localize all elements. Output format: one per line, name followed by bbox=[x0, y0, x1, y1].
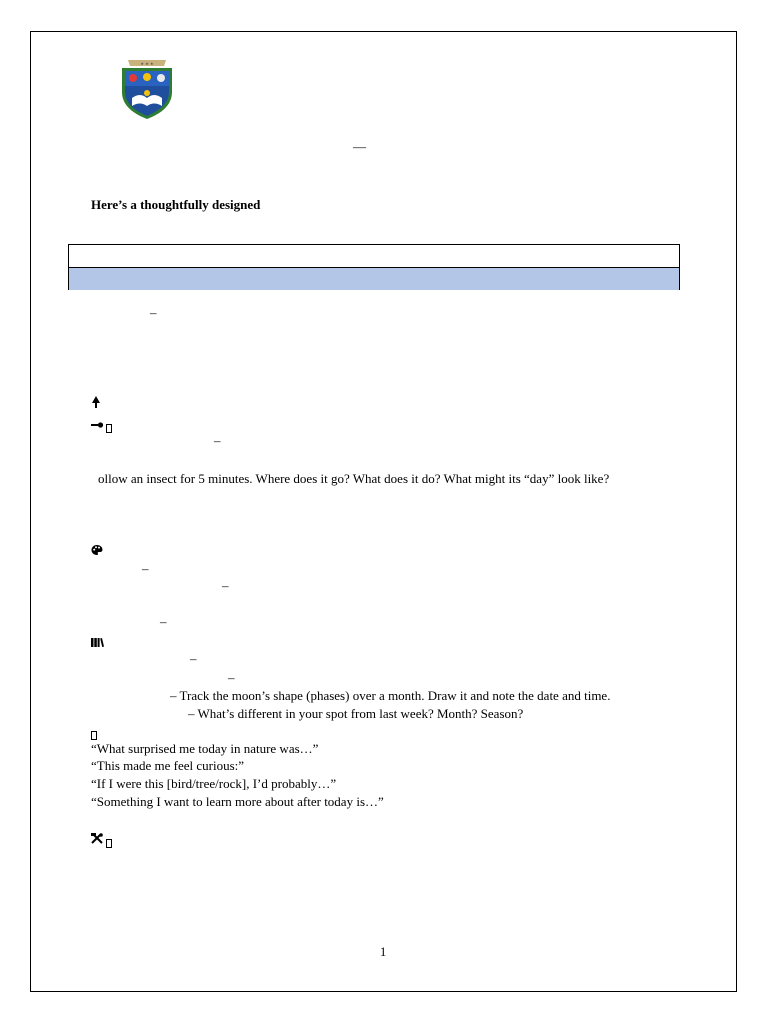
missing-glyph-icon bbox=[106, 834, 112, 852]
title-table bbox=[68, 244, 680, 290]
dash-mark: – bbox=[190, 651, 197, 666]
table-row-shaded bbox=[69, 268, 679, 290]
dash-mark: – bbox=[150, 305, 157, 320]
dash-mark: – bbox=[214, 433, 221, 448]
dash-mark: – bbox=[222, 578, 229, 593]
journal-prompt: “If I were this [bird/tree/rock], I’d probably…” bbox=[91, 776, 337, 791]
page-number: 1 bbox=[380, 945, 387, 959]
insect-activity: ollow an insect for 5 minutes. Where does it go? What does it do? What might its “day” look like? bbox=[98, 471, 610, 486]
missing-glyph-icon bbox=[106, 419, 112, 437]
palette-icon bbox=[91, 544, 103, 559]
magnifying-glass-icon bbox=[91, 418, 104, 432]
dash-mark: – bbox=[228, 670, 235, 685]
table-row-top bbox=[69, 245, 679, 268]
books-icon bbox=[91, 636, 104, 650]
header-mark: — bbox=[353, 139, 366, 154]
svg-text:★ ★ ★: ★ ★ ★ bbox=[140, 61, 154, 66]
journal-prompt: “Something I want to learn more about after today is…” bbox=[91, 794, 384, 809]
dash-mark: – bbox=[160, 614, 167, 629]
page-border bbox=[30, 31, 737, 992]
tools-icon bbox=[91, 833, 103, 847]
journal-prompt: “What surprised me today in nature was…” bbox=[91, 741, 319, 756]
school-crest-logo bbox=[118, 56, 176, 120]
moon-activity: – Track the moon’s shape (phases) over a month. Draw it and note the date and time. bbox=[170, 688, 611, 703]
journal-prompt: “This made me feel curious:” bbox=[91, 758, 245, 773]
spot-activity: – What’s different in your spot from last week? Month? Season? bbox=[188, 706, 524, 721]
tree-icon bbox=[91, 396, 101, 412]
intro-heading: Here’s a thoughtfully designed bbox=[91, 197, 261, 212]
dash-mark: – bbox=[142, 561, 149, 576]
